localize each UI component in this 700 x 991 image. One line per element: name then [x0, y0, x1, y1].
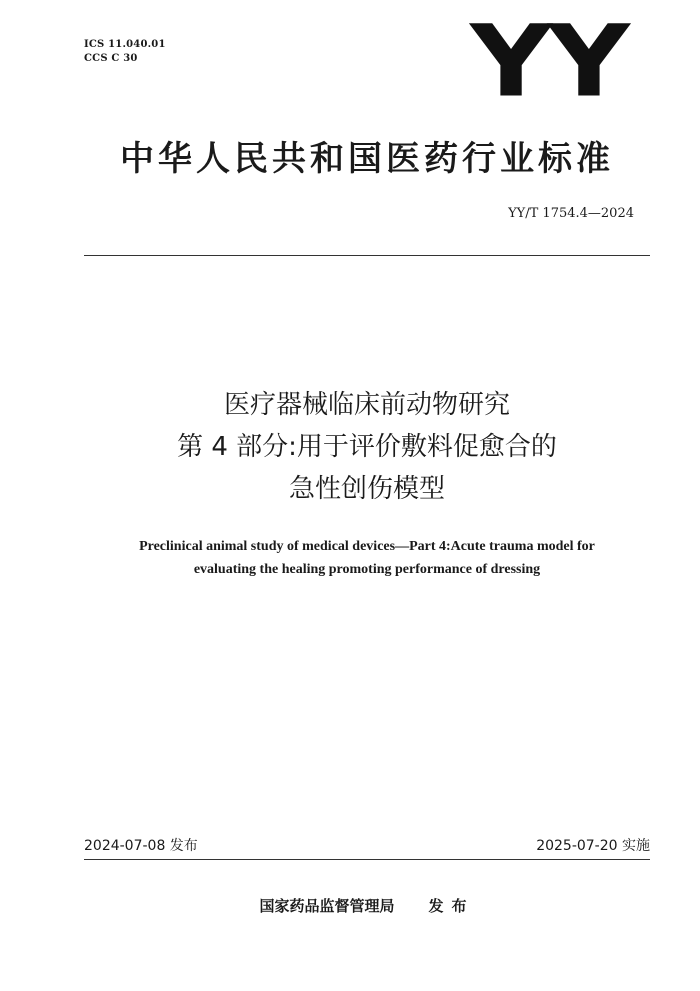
top-divider — [84, 255, 650, 256]
english-title-line-2: evaluating the healing promoting performance of dressing — [193, 562, 541, 577]
english-title — [84, 535, 650, 581]
issuer-name: 国家药品监督管理局 — [259, 897, 395, 915]
classification-codes — [84, 38, 166, 66]
standard-number: YY/T 1754.4—2024 — [508, 206, 634, 221]
issuer-line — [84, 896, 650, 916]
english-title-line-1: Preclinical animal study of medical devices—Part 4:Acute trauma model for — [139, 539, 595, 554]
issuer-action: 发布 — [428, 897, 475, 915]
implementation-date: 2025-07-20 实施 — [536, 838, 650, 854]
chinese-title-line-1: 医疗器械临床前动物研究 — [223, 390, 510, 420]
ics-code: ICS 11.040.01 — [84, 39, 166, 50]
chinese-title-line-2: 第 4 部分:用于评价敷料促愈合的 — [177, 432, 557, 462]
yy-logo: YY — [470, 4, 626, 120]
bottom-divider — [84, 859, 650, 860]
chinese-title-line-3: 急性创伤模型 — [288, 474, 445, 504]
chinese-title — [84, 384, 650, 510]
standard-category-title: 中华人民共和国医药行业标准 — [120, 139, 614, 179]
ccs-code: CCS C 30 — [84, 53, 138, 64]
issue-date: 2024-07-08 发布 — [84, 838, 198, 854]
